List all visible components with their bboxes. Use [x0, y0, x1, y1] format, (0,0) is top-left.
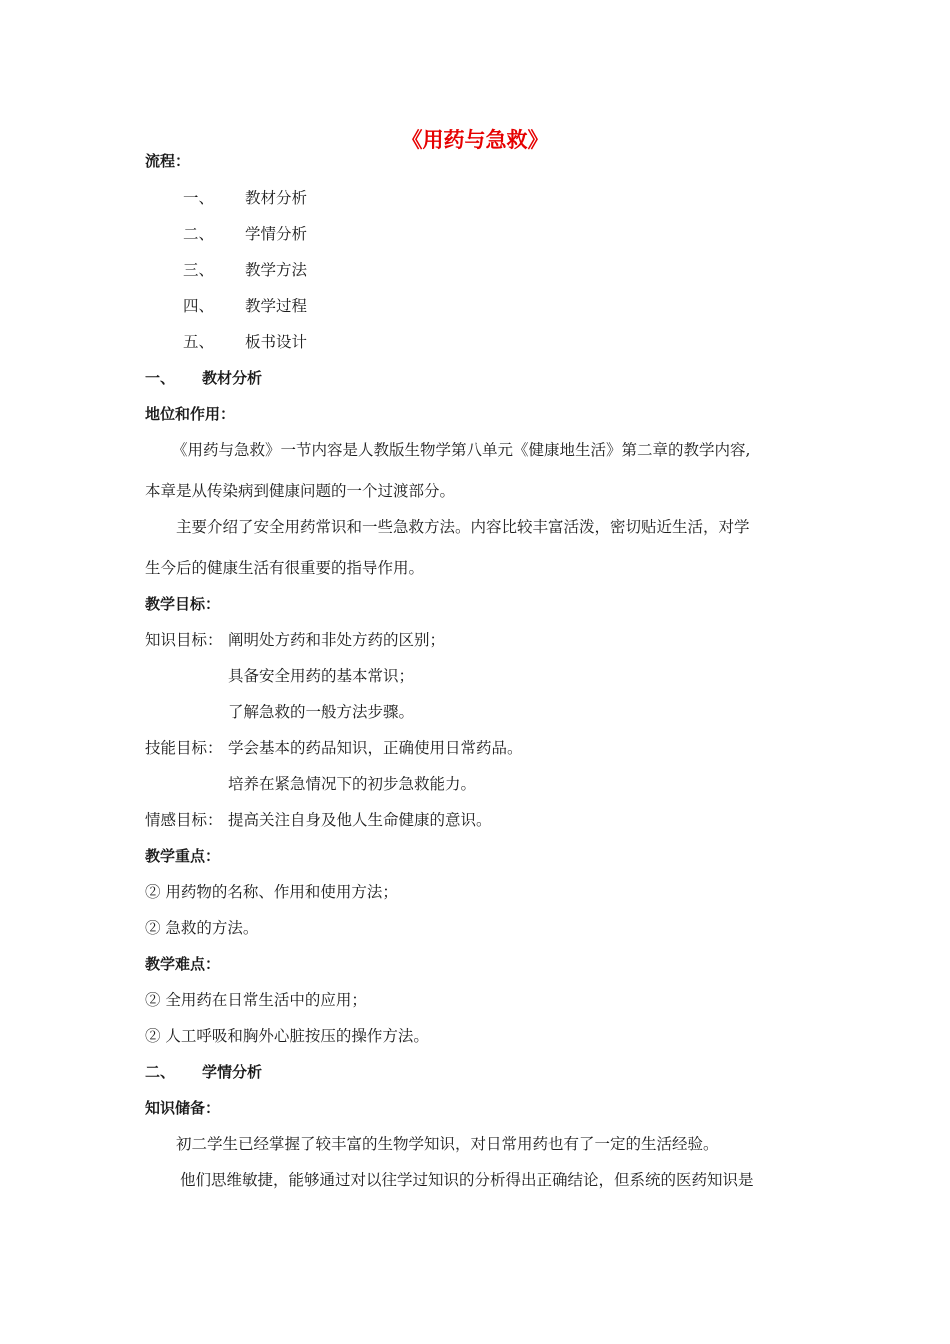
toc-number: 五、	[183, 333, 215, 351]
difficult-point: ② 全用药在日常生活中的应用；	[145, 991, 367, 1009]
flow-heading: 流程：	[145, 152, 191, 170]
section-title: 教材分析	[202, 369, 263, 387]
difficult-points-heading: 教学难点：	[145, 955, 221, 973]
toc-text: 教材分析	[245, 189, 308, 207]
skill-goal-label: 技能目标：	[145, 739, 223, 757]
emotion-goal: 提高关注自身及他人生命健康的意识。	[228, 811, 492, 829]
section-number: 二、	[145, 1063, 176, 1081]
toc-number: 一、	[183, 189, 215, 207]
section-title: 学情分析	[202, 1063, 263, 1081]
knowledge-goal: 阐明处方药和非处方药的区别；	[228, 631, 446, 649]
section-number: 一、	[145, 369, 176, 387]
key-point: ② 用药物的名称、作用和使用方法；	[145, 883, 398, 901]
toc-number: 三、	[183, 261, 215, 279]
key-points-heading: 教学重点：	[145, 847, 221, 865]
difficult-point: ② 人工呼吸和胸外心脏按压的操作方法。	[145, 1027, 429, 1045]
knowledge-goal: 了解急救的一般方法步骤。	[228, 703, 415, 721]
document-title: 《用药与急救》	[401, 128, 549, 152]
paragraph-line: 他们思维敏捷，能够通过对以往学过知识的分析得出正确结论，但系统的医药知识是	[180, 1171, 754, 1189]
paragraph-line: 主要介绍了安全用药常识和一些急救方法。内容比较丰富活泼，密切贴近生活，对学	[176, 518, 750, 536]
paragraph-line: 初二学生已经掌握了较丰富的生物学知识，对日常用药也有了一定的生活经验。	[176, 1135, 719, 1153]
skill-goal: 学会基本的药品知识，正确使用日常药品。	[228, 739, 523, 757]
paragraph-line: 生今后的健康生活有很重要的指导作用。	[145, 559, 425, 577]
knowledge-goal: 具备安全用药的基本常识；	[228, 667, 415, 685]
toc-text: 板书设计	[245, 333, 308, 351]
toc-number: 二、	[183, 225, 215, 243]
toc-text: 教学过程	[245, 297, 308, 315]
paragraph-line: 本章是从传染病到健康问题的一个过渡部分。	[145, 482, 456, 500]
knowledge-goal-label: 知识目标：	[145, 631, 223, 649]
toc-text: 学情分析	[245, 225, 308, 243]
position-heading: 地位和作用：	[145, 405, 236, 423]
toc-text: 教学方法	[245, 261, 308, 279]
knowledge-reserve-heading: 知识储备：	[145, 1099, 221, 1117]
emotion-goal-label: 情感目标：	[145, 811, 223, 829]
key-point: ② 急救的方法。	[145, 919, 259, 937]
toc-number: 四、	[183, 297, 215, 315]
skill-goal: 培养在紧急情况下的初步急救能力。	[228, 775, 477, 793]
paragraph-line: 《用药与急救》一节内容是人教版生物学第八单元《健康地生活》第二章的教学内容,	[172, 441, 751, 459]
goals-heading: 教学目标：	[145, 595, 221, 613]
